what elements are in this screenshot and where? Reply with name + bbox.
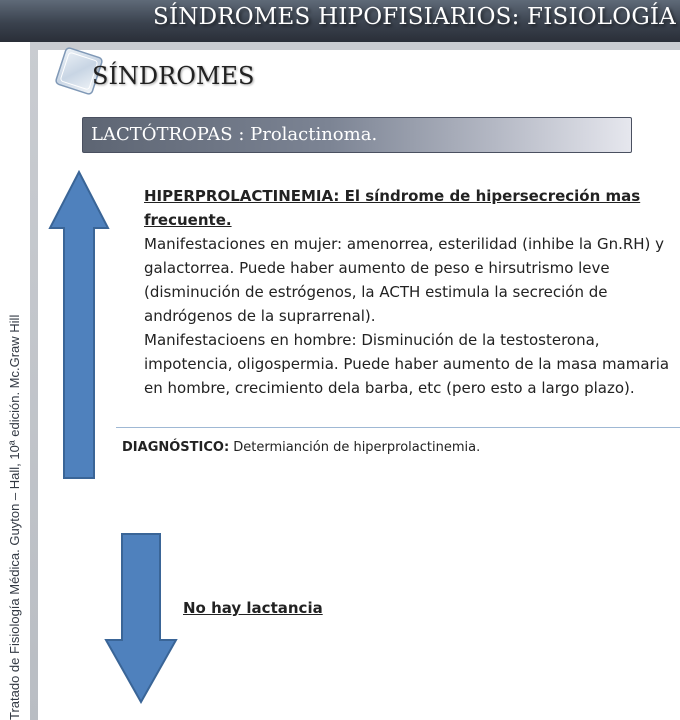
arrow-down-icon [104, 532, 178, 704]
main-text-block [144, 184, 672, 400]
hyperprolactinemia-heading: HIPERPROLACTINEMIA: El síndrome de hipersecreción mas frecuente. [144, 187, 641, 229]
page-title: SÍNDROMES HIPOFISIARIOS: FISIOLOGÍA [153, 4, 676, 30]
diagnosis-line [122, 440, 480, 455]
divider-line [116, 427, 680, 428]
female-manifestations: Manifestaciones en mujer: amenorrea, esterilidad (inhibe la Gn.RH) y galactorrea. Puede haber aumento de peso e hirsutrismo leve (disminución de estrógenos, la ACTH estimula la secreción de andrógenos de la suprarrenal). [144, 235, 665, 325]
arrow-up-icon [48, 170, 110, 482]
diagnosis-text: Determianción de hiperprolactinemia. [229, 440, 481, 455]
top-header-bar [0, 0, 680, 42]
subheader-text: LACTÓTROPAS : Prolactinoma. [91, 124, 378, 145]
section-title: SÍNDROMES [92, 62, 255, 90]
subheader-bar [82, 117, 632, 153]
side-caption: Tratado de Fisiología Médica. Guyton – Hall, 10ª edición. Mc.Graw Hill [7, 314, 22, 720]
diagnosis-label: DIAGNÓSTICO: [122, 440, 230, 455]
male-manifestations: Manifestacioens en hombre: Disminución de la testosterona, impotencia, oligospermia. Puede haber aumento de la masa mamaria en hombre, crecimiento dela barba, etc (pero esto a largo plazo). [144, 331, 670, 397]
no-lactation-note: No hay lactancia [183, 599, 323, 617]
